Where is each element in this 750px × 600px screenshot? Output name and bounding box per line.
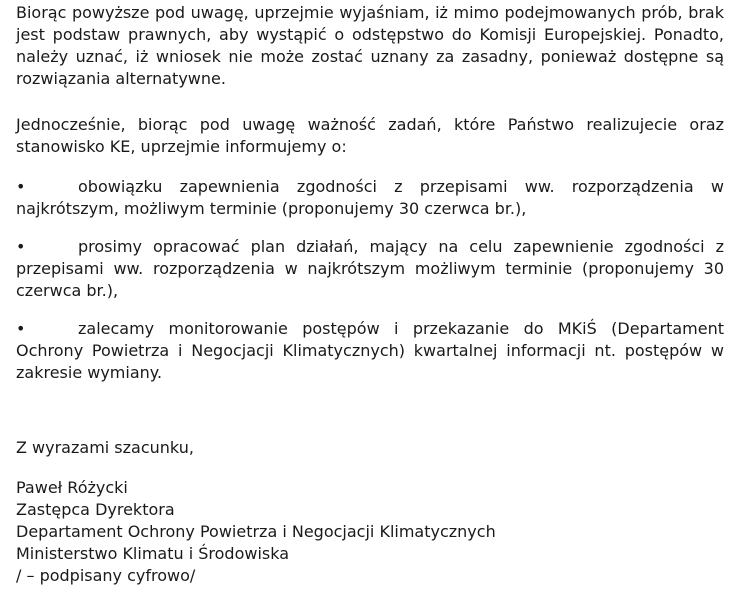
bullet-icon: • — [16, 237, 26, 256]
signatory-name: Paweł Różycki — [16, 478, 128, 497]
bullet-item — [16, 318, 724, 384]
signatory-position: Zastępca Dyrektora — [16, 500, 175, 519]
signatory-department: Departament Ochrony Powietrza i Negocjacji Klimatycznych — [16, 522, 496, 541]
paragraph-information: Jednocześnie, biorąc pod uwagę ważność zadań, które Państwo realizujecie oraz stanowisko KE, uprzejmie informujemy o: — [16, 115, 724, 156]
bullet-text: zalecamy monitorowanie postępów i przekazanie do MKiŚ (Departament Ochrony Powietrza i Negocjacji Klimatycznych) kwartalnej informacji nt. postępów w zakresie wymiany. — [16, 319, 724, 382]
bullet-item — [16, 176, 724, 220]
digital-signature-note: / – podpisany cyfrowo/ — [16, 566, 196, 585]
bullet-item — [16, 236, 724, 302]
signatory-ministry: Ministerstwo Klimatu i Środowiska — [16, 544, 290, 563]
signature-block — [16, 477, 496, 587]
bullet-text: prosimy opracować plan działań, mający na celu zapewnienie zgodności z przepisami ww. rozporządzenia w najkrótszym możliwym terminie (proponujemy 30 czerwca br.), — [16, 237, 724, 300]
closing-salutation: Z wyrazami szacunku, — [16, 438, 194, 457]
bullet-text: obowiązku zapewnienia zgodności z przepisami ww. rozporządzenia w najkrótszym, możliwym terminie (proponujemy 30 czerwca br.), — [16, 177, 724, 218]
paragraph-explanation: Biorąc powyższe pod uwagę, uprzejmie wyjaśniam, iż mimo podejmowanych prób, brak jest podstaw prawnych, aby wystąpić o odstępstwo do Komisji Europejskiej. Ponadto, należy uznać, iż wniosek nie może zostać uznany za zasadny, ponieważ dostępne są rozwiązania alternatywne. — [16, 3, 724, 88]
bullet-icon: • — [16, 319, 26, 338]
bullet-icon: • — [16, 177, 26, 196]
